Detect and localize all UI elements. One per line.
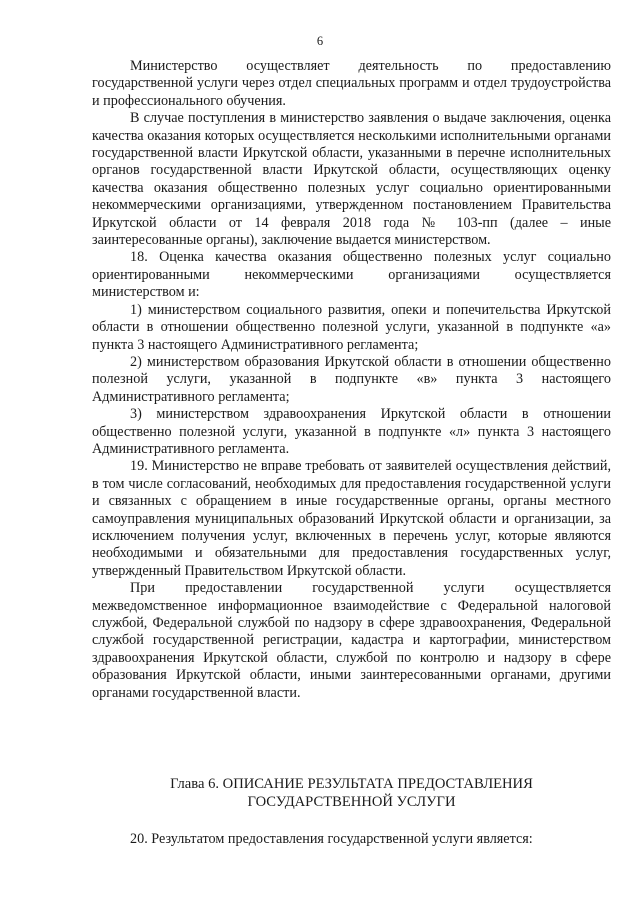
paragraph-item-20: 20. Результатом предоставления государственной услуги является: [130, 831, 533, 847]
page-number: 6 [316, 34, 324, 48]
paragraph-conclusion-issuance: В случае поступления в министерство заявления о выдаче заключения, оценка качества оказания которых осуществляется несколькими исполнительными органами государственной власти Иркутской области, указанными в перечне исполнительных органов государственной власти Иркутской области, осуществляющих оценку качества оказания общественно полезных услуг социально ориентированными некоммерческими организациями, утвержденном постановлением Правительства Иркутской области от 14 февраля 2018 года № 103-пп (далее – иные заинтересованные органы), заключение выдается министерством. [92, 110, 611, 249]
chapter-heading-line-2: ГОСУДАРСТВЕННОЙ УСЛУГИ [247, 793, 456, 810]
chapter-heading-line-1: Глава 6. ОПИСАНИЕ РЕЗУЛЬТАТА ПРЕДОСТАВЛЕНИЯ [170, 776, 533, 792]
paragraph-item-18-sub-1: 1) министерством социального развития, опеки и попечительства Иркутской области в отношении общественно полезной услуги, указанной в подпункте «а» пункта 3 настоящего Административного регламента; [92, 301, 611, 353]
paragraph-item-19: 19. Министерство не вправе требовать от заявителей осуществления действий, в том числе согласований, необходимых для предоставления государственной услуги и связанных с обращением в иные государственные органы, органы местного самоуправления муниципальных образований Иркутской области и организации, за исключением получения услуг, включенных в перечень услуг, которые являются необходимыми и обязательными для предоставления государственных услуг, утвержденный Правительством Иркутской области. [92, 458, 611, 579]
paragraph-item-18-sub-2: 2) министерством образования Иркутской области в отношении общественно полезной услуги, указанной в подпункте «в» пункта 3 настоящего Административного регламента; [92, 353, 611, 405]
chapter-heading [92, 776, 611, 811]
paragraph-item-18: 18. Оценка качества оказания общественно полезных услуг социально ориентированными некоммерческими организациями осуществляется министерством и: [92, 249, 611, 301]
paragraph-ministry-activity: Министерство осуществляет деятельность по предоставлению государственной услуги через отдел специальных программ и отдел трудоустройства и профессионального обучения. [92, 58, 611, 109]
paragraph-interagency-interaction: При предоставлении государственной услуги осуществляется межведомственное информационное взаимодействие с Федеральной налоговой службой, Федеральной службой по надзору в сфере здравоохранения, Федеральной службой государственной регистрации, кадастра и картографии, министерством здравоохранения Иркутской области, службой по контролю и надзору в сфере образования Иркутской области, иными заинтересованными органами, другими органами государственной власти. [92, 580, 611, 701]
document-body [92, 58, 611, 702]
paragraph-item-18-sub-3: 3) министерством здравоохранения Иркутской области в отношении общественно полезной услуги, указанной в подпункте «л» пункта 3 настоящего Административного регламента. [92, 406, 611, 457]
